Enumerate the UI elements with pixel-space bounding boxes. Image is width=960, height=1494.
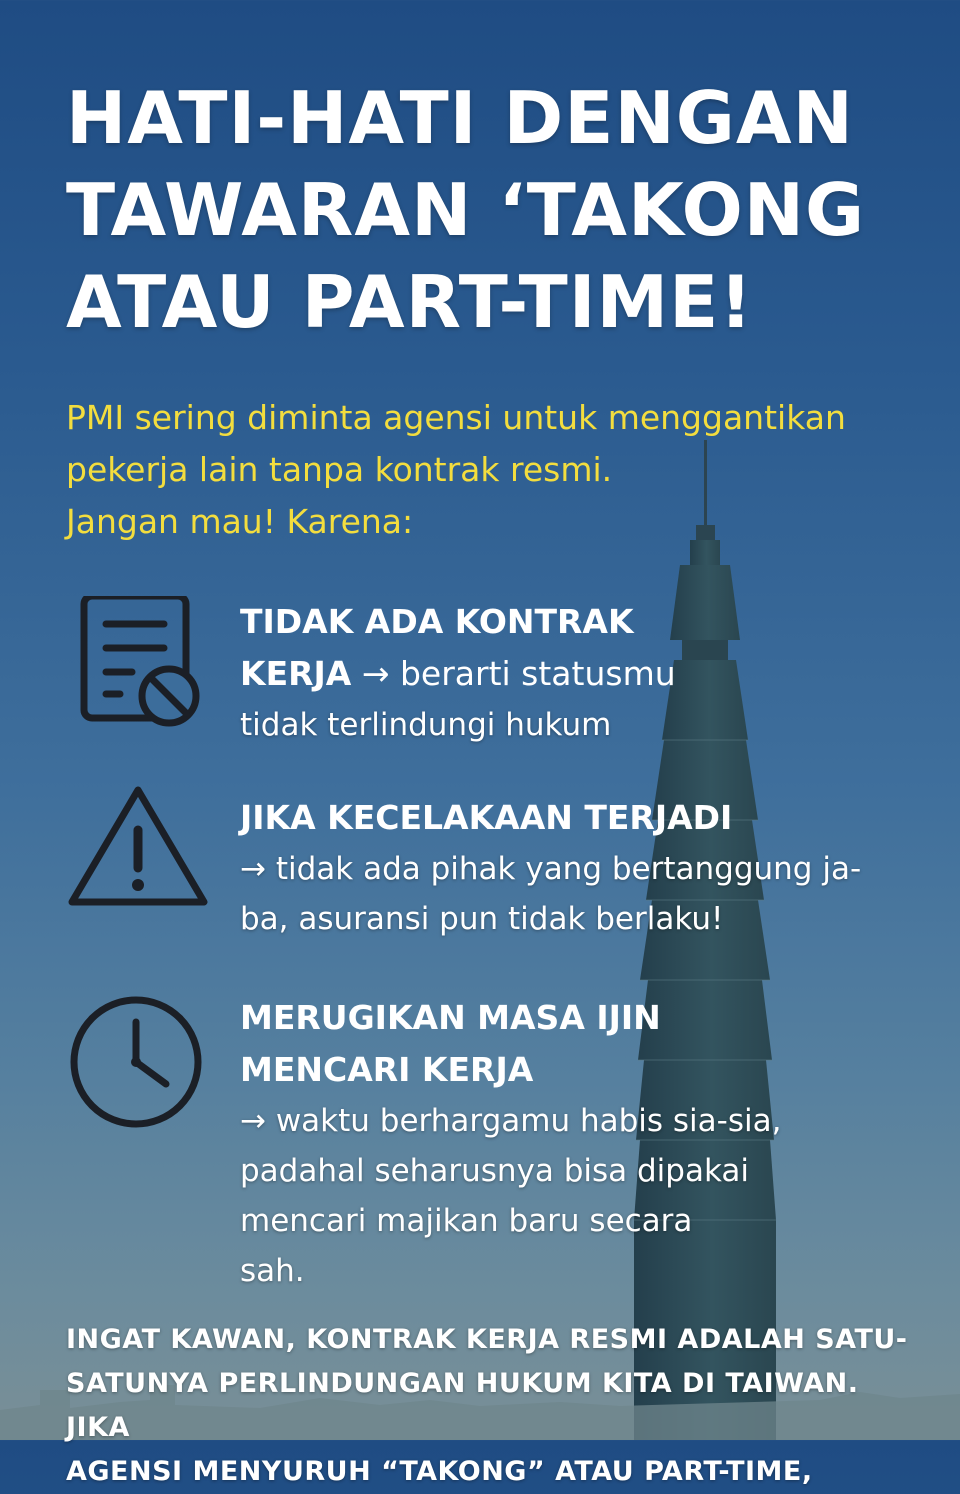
item-desc-permit: → waktu berhargamu habis sia-sia, padahal seharusnya bisa dipakai mencari majikan baru secara sah.	[240, 1103, 782, 1289]
item-heading-accident: JIKA KECELAKAAN TERJADI	[240, 798, 733, 837]
intro-text: PMI sering diminta agensi untuk menggantikan pekerja lain tanpa kontrak resmi. Jangan mau! Karena:	[66, 398, 846, 541]
warning-triangle-icon	[66, 784, 210, 914]
document-blocked-icon	[66, 596, 206, 736]
footer-text: INGAT KAWAN, KONTRAK KERJA RESMI ADALAH SATU- SATUNYA PERLINDUNGAN HUKUM KITA DI TAIWAN. JIKA AGENSI MENYURUH “TAKONG” ATAU PART-TIME,	[66, 1324, 908, 1487]
item-inline-desc-contract: → berarti statusmu	[351, 654, 676, 693]
item-desc-accident: → tidak ada pihak yang bertanggung ja- ba, asuransi pun tidak berlaku!	[240, 851, 862, 937]
warning-item-accident	[66, 792, 926, 952]
item-heading-permit: MERUGIKAN MASA IJIN MENCARI KERJA	[240, 998, 661, 1089]
item-heading-contract: TIDAK ADA KONTRAK KERJA → berarti statusmu	[240, 602, 676, 693]
clock-icon	[66, 992, 206, 1132]
warning-item-permit	[66, 992, 926, 1292]
warning-item-contract	[66, 596, 926, 756]
item-desc-contract: tidak terlindungi hukum	[240, 707, 612, 743]
poster-title: HATI-HATI DENGAN TAWARAN ‘TAKONG ATAU PART-TIME!	[66, 76, 866, 344]
